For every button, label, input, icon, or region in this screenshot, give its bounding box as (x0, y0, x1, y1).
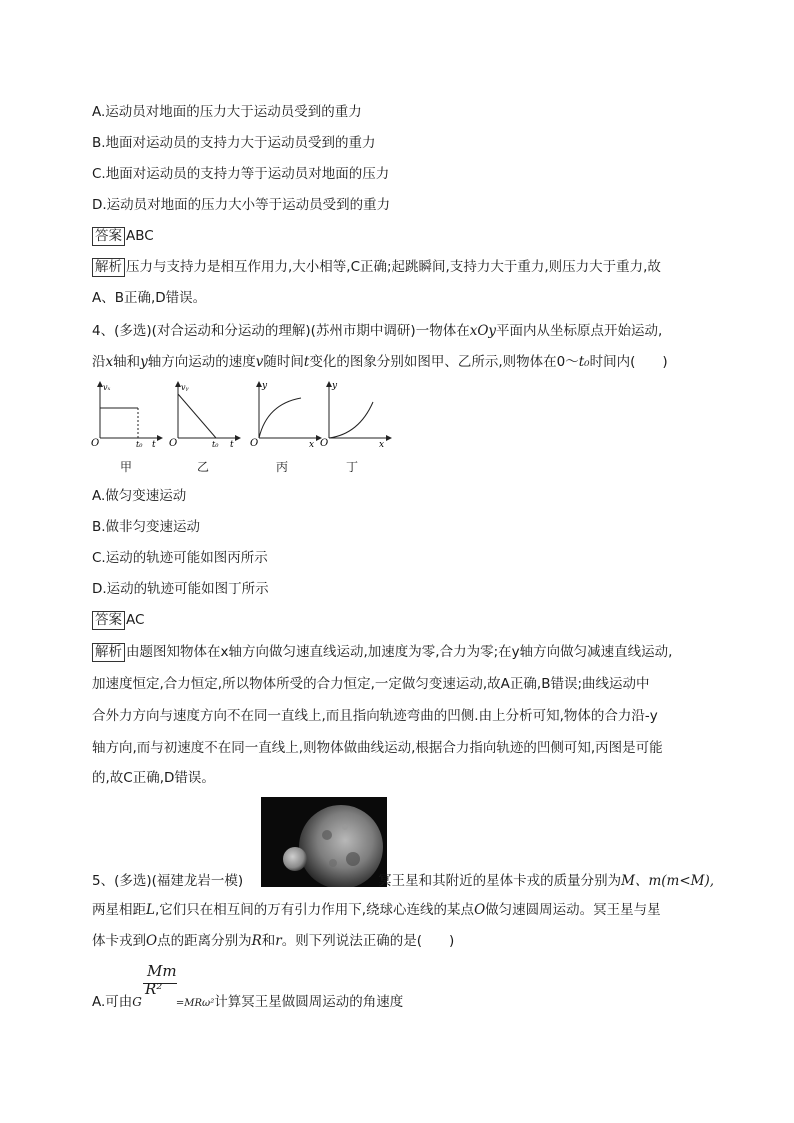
q4-stem-var: t₀ (578, 354, 590, 370)
graph-jia-xlabel: t (152, 440, 156, 450)
q5-option-a (92, 992, 403, 1014)
trajectory-concave-up (329, 402, 373, 438)
q5-stem-var: O (146, 933, 158, 949)
q5-stem-text: 。则下列说法正确的是( ) (281, 933, 455, 949)
q4-stem-text: 4、(多选)(对合运动和分运动的理解)(苏州市期中调研)一物体在 (92, 323, 470, 339)
graph-yi (170, 378, 242, 448)
graph-bing-xlabel: x (309, 440, 315, 450)
q5-stem-var: O (474, 902, 486, 918)
graph-jia (92, 378, 164, 448)
graph-bing-origin: O (250, 438, 259, 449)
graph-yi-t0: t₀ (212, 440, 219, 449)
graph-ding-xlabel: x (379, 440, 385, 450)
graph-bing-ylabel: y (262, 381, 268, 391)
graph-ding-caption: 丁 (346, 460, 359, 474)
q3-analysis-line-1 (92, 257, 661, 277)
charon-sphere (283, 847, 307, 871)
q4-stem-var: y (140, 354, 148, 370)
graph-bing-caption: 丙 (276, 460, 289, 474)
q4-analysis-line-1 (92, 642, 672, 662)
q3-option-b: B.地面对运动员的支持力大于运动员受到的重力 (92, 135, 376, 151)
graph-jia-caption: 甲 (120, 460, 133, 474)
q4-stem-text: 变化的图象分别如图甲、乙所示,则物体在0～ (309, 354, 579, 370)
q5-stem-text: 和 (261, 933, 276, 949)
graph-jia-origin: O (91, 438, 100, 449)
q4-stem-text: 轴方向运动的速度 (147, 354, 256, 370)
q5-stem-line-2 (92, 900, 661, 920)
graph-jia-svg (92, 378, 164, 448)
analysis-tag: 解析 (92, 258, 125, 277)
q3-option-d: D.运动员对地面的压力大小等于运动员受到的重力 (92, 197, 391, 213)
q5-stem-text: 体卡戎到 (92, 933, 146, 949)
q5-stem-text: 做匀速圆周运动。冥王星与星 (485, 902, 661, 918)
q5-stem-text: 两星相距 (92, 902, 146, 918)
q4-stem-text: 沿 (92, 354, 106, 370)
q5-stem-line-3 (92, 931, 454, 951)
fraction-denominator: R² (145, 980, 163, 998)
graph-yi-xlabel: t (230, 440, 234, 450)
fraction-numerator: Mm (147, 962, 177, 980)
graph-jia-t0: t₀ (136, 440, 143, 449)
q5-stem-text: ,它们只在相互间的万有引力作用下,绕球心连线的某点 (154, 902, 475, 918)
q5-stem-var: R (251, 933, 262, 949)
q4-stem-var: x (105, 354, 114, 370)
q4-option-c: C.运动的轨迹可能如图丙所示 (92, 550, 268, 566)
q3-option-a: A.运动员对地面的压力大于运动员受到的重力 (92, 104, 362, 120)
q4-analysis-line-3: 合外力方向与速度方向不在同一直线上,而且指向轨迹弯曲的凹侧.由上分析可知,物体的合力沿-y (92, 708, 658, 724)
q5-stem-var: L (146, 902, 155, 918)
q4-answer-line (92, 610, 144, 630)
q4-stem-line-2 (92, 352, 668, 372)
q4-answer: AC (126, 612, 145, 628)
graph-yi-svg (170, 378, 242, 448)
graph-ding-origin: O (320, 438, 329, 449)
q5-option-a-text: A.可由 (92, 994, 133, 1010)
q4-stem-var: v (255, 354, 264, 370)
graph-ding-svg (321, 378, 393, 448)
q3-answer-line (92, 226, 154, 246)
graph-jia-ylabel: vₓ (103, 383, 111, 392)
graph-bing-svg (251, 378, 323, 448)
q4-stem-var: t (303, 354, 310, 370)
vy-decreasing-line (178, 394, 216, 438)
q5-stem-line-1 (92, 871, 714, 891)
analysis-tag: 解析 (92, 643, 125, 662)
q5-option-a-var: G (132, 995, 142, 1009)
graph-yi-origin: O (169, 438, 178, 449)
graph-ding-ylabel: y (332, 381, 338, 391)
graph-yi-caption: 乙 (197, 460, 210, 474)
trajectory-concave-down (259, 398, 301, 438)
q4-option-a: A.做匀变速运动 (92, 488, 187, 504)
graph-bing (251, 378, 323, 448)
q4-stem-text: 平面内从坐标原点开始运动, (496, 323, 663, 339)
answer-tag: 答案 (92, 611, 125, 630)
q4-stem-text: 随时间 (263, 354, 304, 370)
q4-analysis-text-1: 由题图知物体在x轴方向做匀速直线运动,加速度为零,合力为零;在y轴方向做匀减速直线运动, (126, 644, 673, 660)
q4-option-d: D.运动的轨迹可能如图丁所示 (92, 581, 269, 597)
q5-option-a-text: 计算冥王星做圆周运动的角速度 (214, 994, 404, 1010)
q4-option-b: B.做非匀变速运动 (92, 519, 201, 535)
q5-stem-var: M、m(m<M), (621, 873, 715, 889)
q5-option-a-eq: =MRω² (175, 998, 215, 1009)
q3-answer: ABC (126, 228, 154, 244)
answer-tag: 答案 (92, 227, 125, 246)
q5-stem-var: r (275, 933, 282, 949)
q4-stem-text: 轴和 (113, 354, 141, 370)
graph-yi-ylabel: vᵧ (181, 383, 189, 392)
q4-stem-line-1 (92, 321, 662, 341)
q3-analysis-line-2: A、B正确,D错误。 (92, 290, 207, 306)
graph-ding (321, 378, 393, 448)
q4-analysis-line-5: 的,故C正确,D错误。 (92, 770, 215, 786)
q4-analysis-line-4: 轴方向,而与初速度不在同一直线上,则物体做曲线运动,根据合力指向轨迹的凹侧可知,丙图是可能 (92, 740, 663, 756)
q4-stem-var: xOy (469, 323, 497, 339)
q4-stem-text: 时间内( ) (589, 354, 668, 370)
q5-stem-text: 冥王星和其附近的星体卡戎的质量分别为 (378, 873, 622, 889)
q5-stem-text: 5、(多选)(福建龙岩一模) (92, 873, 244, 889)
q3-analysis-text-1: 压力与支持力是相互作用力,大小相等,C正确;起跳瞬间,支持力大于重力,则压力大于重力,故 (126, 259, 661, 275)
q3-option-c: C.地面对运动员的支持力等于运动员对地面的压力 (92, 166, 390, 182)
q4-analysis-line-2: 加速度恒定,合力恒定,所以物体所受的合力恒定,一定做匀变速运动,故A正确,B错误;曲线运动中 (92, 676, 650, 692)
q5-stem-text: 点的距离分别为 (157, 933, 252, 949)
